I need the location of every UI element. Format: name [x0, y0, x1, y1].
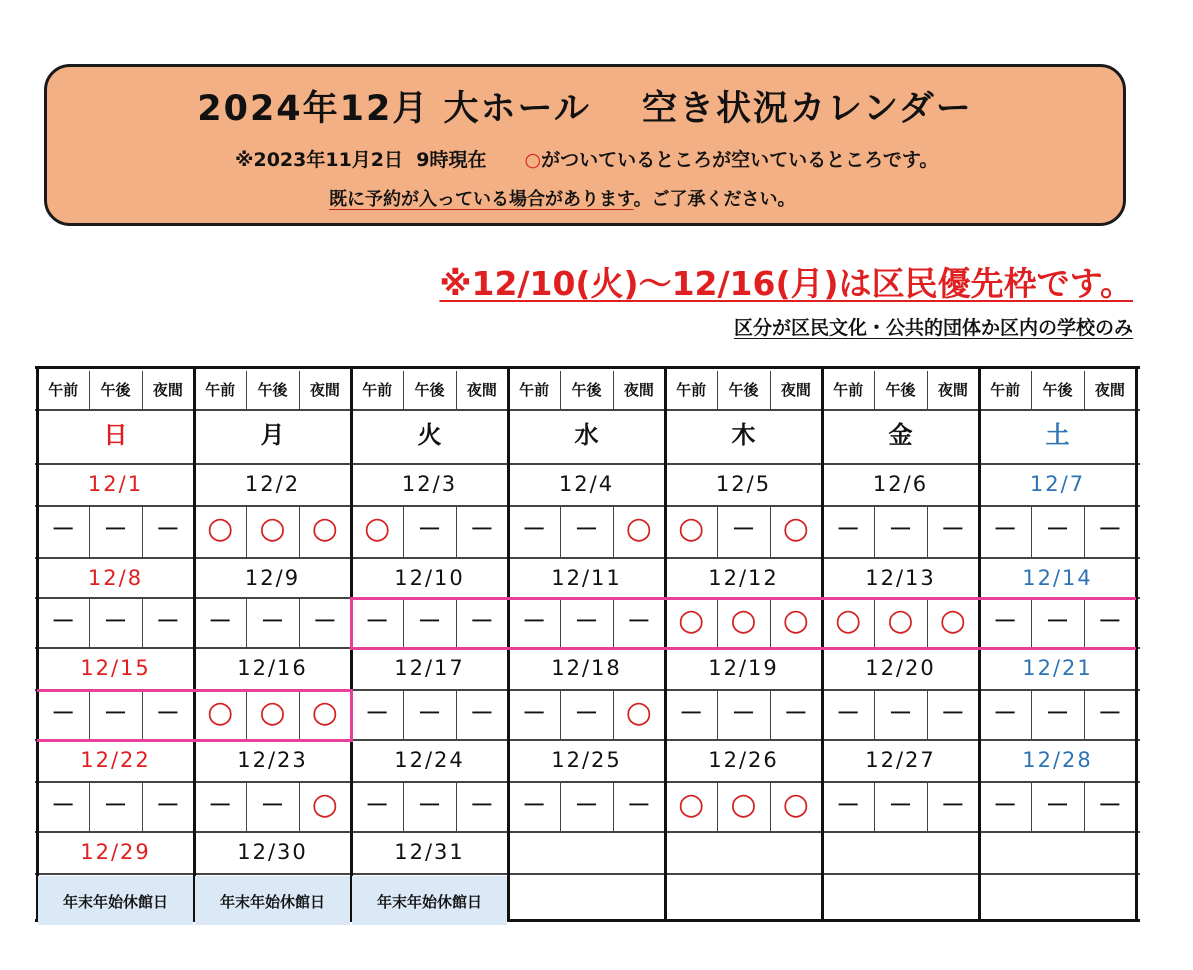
date-label: 12/31 [394, 840, 465, 864]
weekday-2: 火 [417, 421, 442, 449]
date-label: 12/12 [708, 566, 779, 590]
status-slot: － [993, 515, 1018, 543]
status-slot: － [469, 607, 494, 635]
period-label: 午後 [885, 381, 916, 399]
period-label: 午前 [990, 381, 1021, 399]
priority-edge [350, 597, 353, 650]
status-slot: － [260, 791, 285, 819]
status-slot [927, 875, 979, 925]
status-slot: － [155, 515, 180, 543]
date-label: 12/6 [872, 472, 929, 496]
status-slot: － [469, 515, 494, 543]
status-slot: － [522, 515, 547, 543]
status-slot: － [469, 699, 494, 727]
status-slot: － [155, 607, 180, 635]
status-slot: － [836, 515, 861, 543]
reservation-note-rest: 。ご了承ください。 [633, 189, 796, 210]
date-label: 12/9 [244, 566, 301, 590]
date-label: 12/25 [551, 748, 622, 772]
available-circle-icon: ○ [939, 603, 966, 638]
date-label: 12/4 [558, 472, 615, 496]
available-circle-icon: ○ [625, 511, 652, 546]
available-circle-icon: ○ [311, 787, 338, 822]
available-circle-icon: ○ [207, 511, 234, 546]
reservation-note [329, 185, 796, 211]
status-slot [613, 875, 665, 925]
date-label: 12/17 [394, 656, 465, 680]
status-slot: － [1045, 515, 1070, 543]
available-circle-icon: ○ [207, 695, 234, 730]
priority-edge [350, 689, 353, 742]
status-slot: － [783, 699, 808, 727]
period-label: 夜間 [466, 381, 497, 399]
status-slot: － [836, 699, 861, 727]
period-label: 午前 [48, 381, 79, 399]
period-label: 午後 [100, 381, 131, 399]
status-slot: － [103, 515, 128, 543]
status-slot: － [731, 515, 756, 543]
note-prefix: ※2023年11月2日 9時現在 [235, 149, 525, 171]
date-label: 12/16 [237, 656, 308, 680]
period-label: 夜間 [937, 381, 968, 399]
date-label [822, 833, 979, 871]
available-circle-icon: ○ [782, 511, 809, 546]
weekday-6: 土 [1045, 421, 1070, 449]
period-label: 午後 [1042, 381, 1073, 399]
date-label: 12/11 [551, 566, 622, 590]
status-slot [822, 875, 874, 925]
status-slot: － [103, 607, 128, 635]
status-slot [979, 875, 1031, 925]
date-label: 12/24 [394, 748, 465, 772]
status-slot: － [365, 699, 390, 727]
status-slot: － [993, 607, 1018, 635]
available-circle-icon: ○ [782, 603, 809, 638]
date-label: 12/29 [80, 840, 151, 864]
priority-notice: ※12/10(火)～12/16(月)は区民優先枠です。 [439, 264, 1133, 303]
status-slot: － [51, 791, 76, 819]
status-slot: － [1097, 791, 1122, 819]
date-label: 12/15 [80, 656, 151, 680]
period-label: 午前 [833, 381, 864, 399]
date-label: 12/27 [865, 748, 936, 772]
available-circle-icon: ○ [782, 787, 809, 822]
status-slot [665, 875, 717, 925]
status-slot: － [155, 699, 180, 727]
status-slot: － [417, 607, 442, 635]
weekday-4: 木 [731, 421, 756, 449]
status-slot: － [1097, 515, 1122, 543]
date-label: 12/13 [865, 566, 936, 590]
period-label: 夜間 [152, 381, 183, 399]
status-slot: － [51, 699, 76, 727]
date-label: 12/20 [865, 656, 936, 680]
period-label: 夜間 [1094, 381, 1125, 399]
available-circle-icon: ○ [730, 787, 757, 822]
status-slot: － [208, 791, 233, 819]
status-slot: － [1045, 699, 1070, 727]
status-slot: － [417, 515, 442, 543]
status-slot: － [574, 699, 599, 727]
available-circle-icon: ○ [311, 695, 338, 730]
note-suffix: がついているところが空いているところです。 [541, 149, 939, 171]
available-circle-icon: ○ [364, 511, 391, 546]
date-label: 12/1 [87, 472, 144, 496]
status-slot: － [940, 791, 965, 819]
status-slot: － [574, 791, 599, 819]
weekday-0: 日 [103, 421, 128, 449]
status-slot: － [626, 791, 651, 819]
available-circle-icon: ○ [625, 695, 652, 730]
status-slot: － [940, 515, 965, 543]
closed-day-label: 年末年始休館日 [38, 876, 193, 925]
period-label: 午後 [728, 381, 759, 399]
period-label: 午後 [414, 381, 445, 399]
status-slot [560, 875, 612, 925]
status-slot [874, 875, 926, 925]
status-slot: － [208, 607, 233, 635]
status-slot: － [888, 791, 913, 819]
status-slot: － [417, 791, 442, 819]
status-slot: － [679, 699, 704, 727]
date-label: 12/10 [394, 566, 465, 590]
available-circle-icon: ○ [311, 511, 338, 546]
date-label: 12/30 [237, 840, 308, 864]
period-label: 午前 [205, 381, 236, 399]
date-label: 12/21 [1022, 656, 1093, 680]
closed-day-label: 年末年始休館日 [352, 876, 507, 925]
available-circle-icon: ○ [887, 603, 914, 638]
date-label: 12/18 [551, 656, 622, 680]
status-slot [717, 875, 769, 925]
available-circle-icon: ○ [259, 511, 286, 546]
status-slot: － [1097, 699, 1122, 727]
status-slot: － [1045, 607, 1070, 635]
status-slot: － [103, 699, 128, 727]
available-circle-icon: ○ [259, 695, 286, 730]
date-label: 12/5 [715, 472, 772, 496]
date-label: 12/8 [87, 566, 144, 590]
available-circle-icon: ○ [730, 603, 757, 638]
status-slot: － [940, 699, 965, 727]
available-circle-icon: ○ [835, 603, 862, 638]
status-slot: － [1097, 607, 1122, 635]
status-slot: － [993, 791, 1018, 819]
status-slot: － [260, 607, 285, 635]
period-label: 午後 [571, 381, 602, 399]
date-label: 12/2 [244, 472, 301, 496]
date-label: 12/26 [708, 748, 779, 772]
priority-subnote: 区分が区民文化・公共的団体か区内の学校のみ [733, 317, 1133, 339]
available-circle-icon: ○ [678, 511, 705, 546]
status-slot [1084, 875, 1136, 925]
period-label: 午前 [676, 381, 707, 399]
date-label: 12/23 [237, 748, 308, 772]
period-label: 午後 [257, 381, 288, 399]
status-slot: － [626, 607, 651, 635]
status-slot: － [1045, 791, 1070, 819]
status-slot: － [888, 699, 913, 727]
period-label: 午前 [362, 381, 393, 399]
status-slot: － [103, 791, 128, 819]
available-circle-icon: ○ [678, 787, 705, 822]
status-slot: － [469, 791, 494, 819]
available-circle-icon: ○ [678, 603, 705, 638]
status-slot: － [51, 515, 76, 543]
status-slot: － [155, 791, 180, 819]
closed-day-label: 年末年始休館日 [195, 876, 350, 925]
status-slot: － [522, 791, 547, 819]
status-slot: － [993, 699, 1018, 727]
date-label: 12/14 [1022, 566, 1093, 590]
status-slot: － [888, 515, 913, 543]
date-label: 12/28 [1022, 748, 1093, 772]
circle-legend-icon: ○ [524, 149, 542, 171]
status-slot: － [522, 607, 547, 635]
status-slot: － [312, 607, 337, 635]
status-slot: － [522, 699, 547, 727]
page-title: 2024年12月 大ホール 空き状況カレンダー [197, 89, 973, 129]
status-slot [770, 875, 822, 925]
date-label: 12/3 [401, 472, 458, 496]
header-box [44, 64, 1126, 226]
date-label [665, 833, 822, 871]
date-label [979, 833, 1136, 871]
period-label: 夜間 [309, 381, 340, 399]
status-slot [1031, 875, 1083, 925]
status-slot [508, 875, 560, 925]
period-label: 夜間 [780, 381, 811, 399]
period-label: 午前 [519, 381, 550, 399]
status-slot: － [574, 607, 599, 635]
calendar-grid [35, 366, 1140, 922]
date-label [508, 833, 665, 871]
weekday-5: 金 [888, 421, 913, 449]
status-slot: － [365, 607, 390, 635]
status-slot: － [51, 607, 76, 635]
weekday-1: 月 [260, 421, 285, 449]
weekday-3: 水 [574, 421, 599, 449]
date-label: 12/22 [80, 748, 151, 772]
status-slot: － [574, 515, 599, 543]
status-slot: － [836, 791, 861, 819]
date-label: 12/19 [708, 656, 779, 680]
status-slot: － [731, 699, 756, 727]
date-label: 12/7 [1029, 472, 1086, 496]
period-label: 夜間 [623, 381, 654, 399]
status-slot: － [365, 791, 390, 819]
status-slot: － [417, 699, 442, 727]
availability-note [235, 145, 938, 172]
reservation-note-underlined: 既に予約が入っている場合があります [329, 189, 634, 210]
